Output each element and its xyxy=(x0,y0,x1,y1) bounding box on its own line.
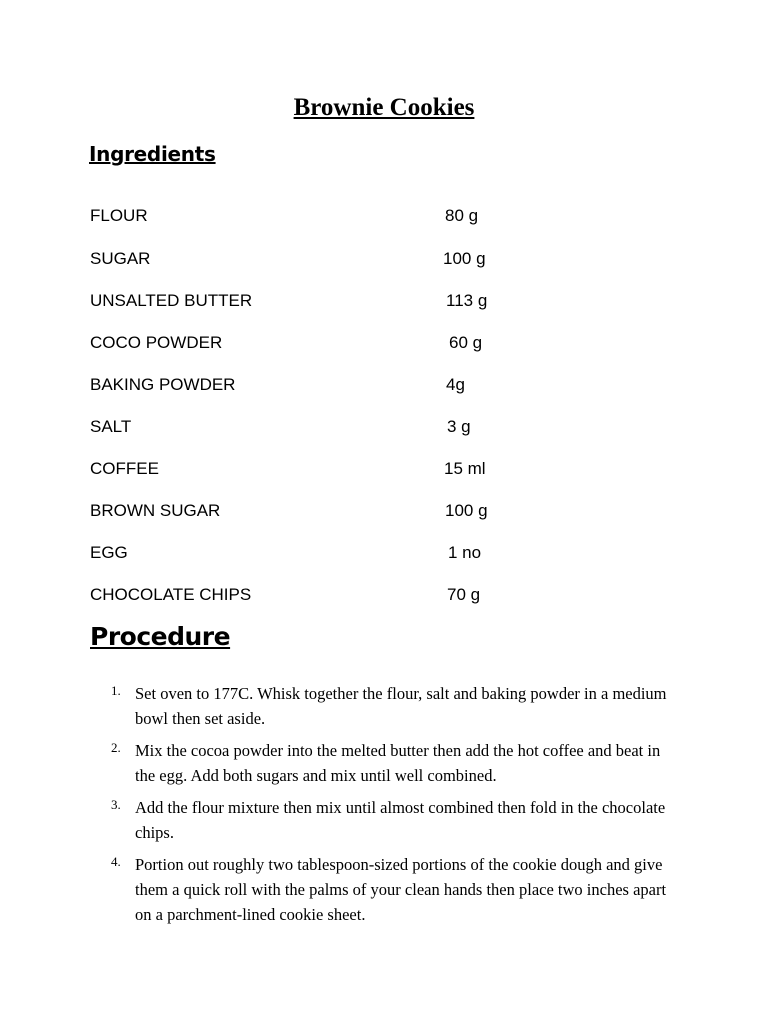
ingredient-row xyxy=(0,375,768,401)
step-number: 2. xyxy=(111,740,121,755)
ingredient-name: BROWN SUGAR xyxy=(90,501,221,520)
step-number: 1. xyxy=(111,683,121,698)
ingredient-quantity: 80 g xyxy=(445,206,479,225)
step-text: Set oven to 177C. Whisk together the flour, salt and baking powder in a medium bowl then set aside. xyxy=(135,684,667,728)
ingredient-row xyxy=(0,249,768,275)
ingredients-heading: Ingredients xyxy=(89,142,216,166)
ingredient-row xyxy=(0,333,768,359)
procedure-heading: Procedure xyxy=(90,622,231,651)
ingredient-name: FLOUR xyxy=(90,206,148,225)
ingredient-quantity: 70 g xyxy=(447,585,481,604)
ingredient-row xyxy=(0,501,768,527)
ingredient-name: SUGAR xyxy=(90,249,151,268)
ingredient-quantity: 113 g xyxy=(446,291,488,310)
ingredient-row xyxy=(0,585,768,611)
step-text: Add the flour mixture then mix until almost combined then fold in the chocolate chips. xyxy=(135,798,666,842)
ingredient-name: CHOCOLATE CHIPS xyxy=(90,585,252,604)
ingredient-quantity: 60 g xyxy=(449,333,483,352)
ingredient-name: UNSALTED BUTTER xyxy=(90,291,253,310)
ingredient-quantity: 100 g xyxy=(443,249,486,268)
ingredient-quantity: 4g xyxy=(446,375,465,394)
ingredient-quantity: 1 no xyxy=(448,543,482,562)
ingredient-name: COCO POWDER xyxy=(90,333,223,352)
ingredient-quantity: 100 g xyxy=(445,501,488,520)
step-text: Mix the cocoa powder into the melted butter then add the hot coffee and beat in the egg. Add both sugars and mix until well combined. xyxy=(135,741,661,785)
ingredient-name: EGG xyxy=(90,543,128,562)
ingredient-name: SALT xyxy=(90,417,132,436)
ingredient-quantity: 15 ml xyxy=(444,459,486,478)
document-title-text: Brownie Cookies xyxy=(293,94,475,121)
ingredient-name: BAKING POWDER xyxy=(90,375,236,394)
step-number: 3. xyxy=(111,797,121,812)
ingredient-row xyxy=(0,291,768,317)
step-number: 4. xyxy=(111,854,121,869)
ingredient-row xyxy=(0,417,768,443)
ingredient-row xyxy=(0,459,768,485)
ingredient-row xyxy=(0,206,768,232)
ingredient-name: COFFEE xyxy=(90,459,159,478)
ingredient-row xyxy=(0,543,768,569)
ingredient-quantity: 3 g xyxy=(447,417,471,436)
step-text: Portion out roughly two tablespoon-sized portions of the cookie dough and give them a quick roll with the palms of your clean hands then place two inches apart on a parchment-lined cookie sheet. xyxy=(135,855,667,924)
